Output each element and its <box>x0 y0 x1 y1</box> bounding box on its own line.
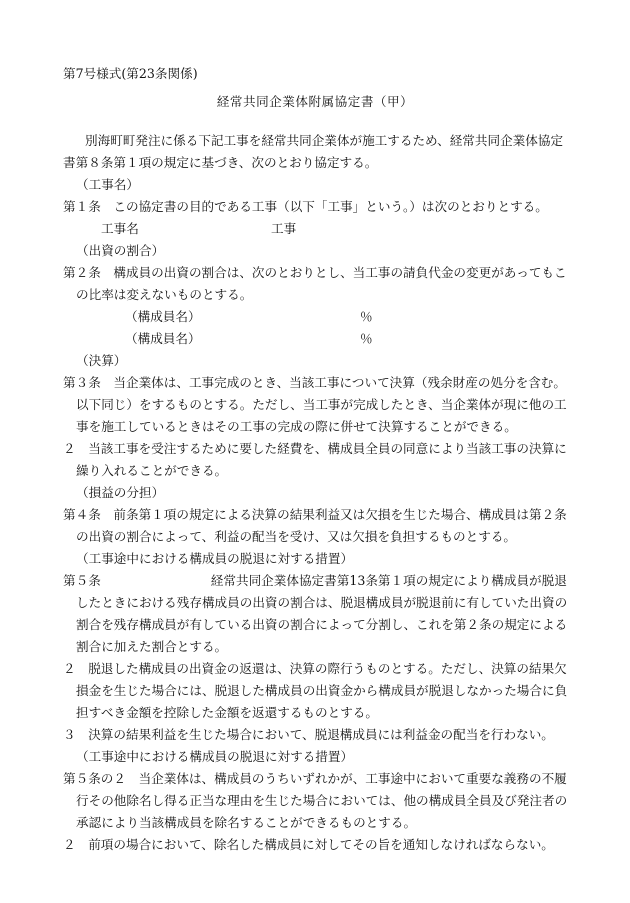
article-5 <box>63 570 573 658</box>
article-5-number: 第５条 <box>63 573 101 588</box>
work-name-value: 工事 <box>271 221 297 236</box>
article-3-paragraph-2: ２ 当該工事を受注するために要した経費を、構成員全員の同意により当該工事の決算に繰り入れることができる。 <box>63 441 567 478</box>
article-5-text: 経常共同企業体協定書第13条第１項の規定により構成員が脱退したときにおける残存構成員の出資の割合は、脱退構成員が脱退前に有していた出資の割合を残存構成員が有している出資の割合によって分割し、これを第２条の規定による割合に加えた割合とする。 <box>76 573 568 654</box>
article-2: 第２条 構成員の出資の割合は、次のとおりとし、当工事の請負代金の変更があってもこの比率は変えないものとする。 <box>63 265 567 302</box>
document-body <box>63 130 573 856</box>
article-5-2: 第５条の２ 当企業体は、構成員のうちいずれかが、工事途中において重要な義務の不履行その他除名し得る正当な理由を生じた場合においては、他の構成員全員及び発注者の承認により当該構成員を除名することができるものとする。 <box>63 771 568 830</box>
member-row-1 <box>63 306 573 328</box>
article-2-caption: （出資の割合） <box>76 243 165 258</box>
article-1: 第１条 この協定書の目的である工事（以下「工事」という。）は次のとおりとする。 <box>63 199 548 214</box>
article-1-caption: （工事名） <box>76 177 139 192</box>
member-name-1: （構成員名） <box>125 309 201 324</box>
work-name-label: 工事名 <box>101 221 139 236</box>
article-4: 第４条 前条第１項の規定による決算の結果利益又は欠損を生じた場合、構成員は第２条の出資の割合によって、利益の配当を受け、又は欠損を負担するものとする。 <box>63 507 567 544</box>
work-name-row <box>63 218 573 240</box>
member-percent-2: ％ <box>360 331 373 346</box>
intro-paragraph: 別海町町発注に係る下記工事を経常共同企業体が施工するため、経常共同企業体協定書第８条第１項の規定に基づき、次のとおり協定する。 <box>63 133 564 170</box>
article-5-2-caption: （工事途中における構成員の脱退に対する措置） <box>76 749 354 764</box>
article-4-caption: （損益の分担） <box>76 485 165 500</box>
article-5-paragraph-3: ３ 決算の結果利益を生じた場合において、脱退構成員には利益金の配当を行わない。 <box>63 727 554 742</box>
form-number: 第7号様式(第23条関係) <box>63 66 198 81</box>
member-percent-1: ％ <box>360 309 373 324</box>
article-5-caption: （工事途中における構成員の脱退に対する措置） <box>76 551 354 566</box>
member-name-2: （構成員名） <box>125 331 201 346</box>
member-row-2 <box>63 328 573 350</box>
article-5-paragraph-2: ２ 脱退した構成員の出資金の返還は、決算の際行うものとする。ただし、決算の結果欠損金を生じた場合には、脱退した構成員の出資金から構成員が脱退しなかった場合に負担すべき金額を控除した金額を返還するものとする。 <box>63 661 568 720</box>
article-5-2-paragraph-2: ２ 前項の場合において、除名した構成員に対してその旨を通知しなければならない。 <box>63 837 554 852</box>
article-3-caption: （決算） <box>76 353 127 368</box>
article-3: 第３条 当企業体は、工事完成のとき、当該工事について決算（残余財産の処分を含む。以下同じ）をするものとする。ただし、当工事が完成したとき、当企業体が現に他の工事を施工しているときはその工事の完成の際に併せて決算することができる。 <box>63 375 567 434</box>
document-title: 経常共同企業体附属協定書（甲） <box>216 94 414 109</box>
